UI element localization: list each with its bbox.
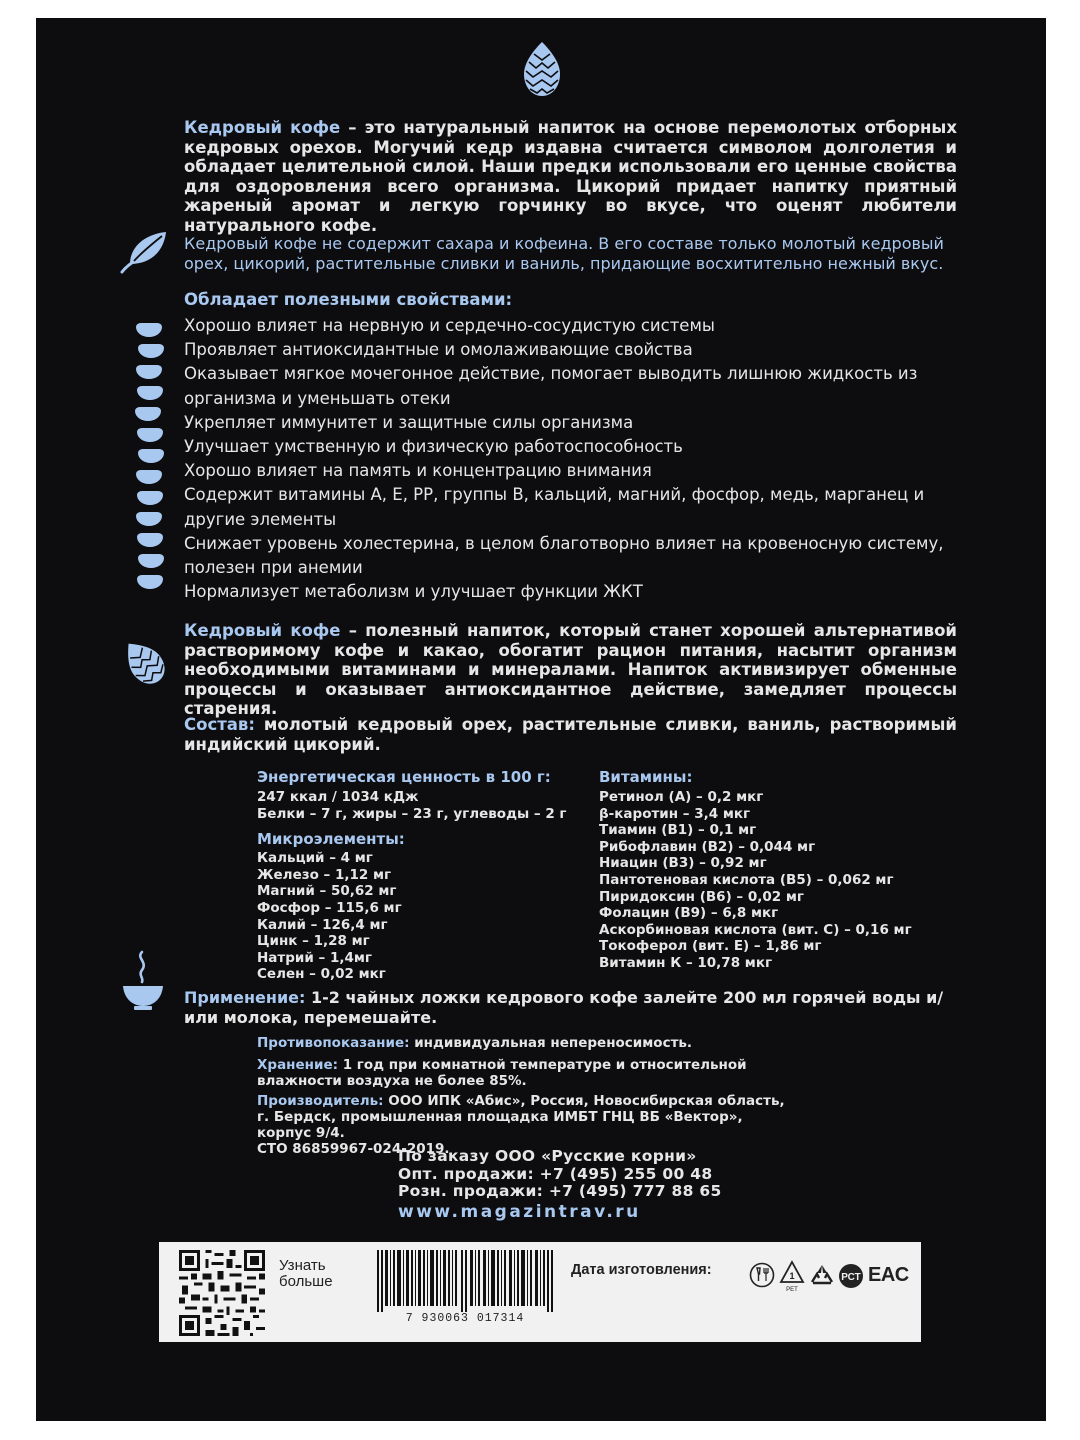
cert-icons — [749, 1260, 909, 1294]
barcode-number: 7 930063 017314 — [405, 1312, 525, 1325]
seed-icon — [138, 449, 164, 463]
seed-icon — [137, 491, 163, 505]
vitamin-item: Ниацин (В3) – 0,92 мг — [599, 855, 767, 872]
cup-icon — [120, 948, 166, 1012]
vitamins-column — [599, 768, 939, 972]
micro-item: Натрий – 1,4мг — [257, 949, 372, 966]
list-item: Оказывает мягкое мочегонное действие, помогает выводить лишнюю жидкость из организма и уменьшать отеки — [184, 364, 918, 408]
usage-label: Применение: — [184, 988, 306, 1007]
list-item: Улучшает умственную и физическую работоспособность — [184, 437, 683, 457]
vitamins-title: Витамины: — [599, 768, 693, 786]
vitamin-item: Тиамин (В1) – 0,1 мг — [599, 822, 757, 839]
list-item: Снижает уровень холестерина, в целом благотворно влияет на кровеносную систему, полезен при анемии — [184, 533, 944, 578]
order-line: По заказу ООО «Русские корни» — [398, 1147, 697, 1165]
barcode-band — [159, 1242, 921, 1342]
intro-lead: Кедровый кофе — [184, 118, 341, 137]
vitamin-item: Токоферол (вит. Е) – 1,86 мг — [599, 938, 822, 955]
vitamin-item: Пантотеновая кислота (В5) – 0,062 мг — [599, 871, 894, 888]
micro-item: Фосфор – 115,6 мг — [257, 899, 402, 916]
list-item: Нормализует метаболизм и улучшает функции ЖКТ — [184, 582, 643, 602]
list-item: Хорошо влияет на нервную и сердечно-сосудистую системы — [184, 316, 715, 335]
leaf-icon — [118, 230, 168, 274]
energy-line: 247 ккал / 1034 кДж — [257, 789, 419, 805]
contraindication — [257, 1035, 857, 1051]
list-item: Хорошо влияет на память и концентрацию внимания — [184, 461, 652, 481]
seed-icon — [138, 344, 164, 358]
producer-standard: СТО 86859967-024-2019. — [257, 1141, 450, 1157]
vitamin-item: Витамин К – 10,78 мкг — [599, 954, 773, 971]
eac-mark: EAC — [868, 1264, 909, 1286]
vitamin-item: Рибофлавин (В2) – 0,044 мг — [599, 838, 816, 855]
list-item: Проявляет антиоксидантные и омолаживающие свойства — [184, 340, 693, 360]
micro-title: Микроэлементы: — [257, 830, 405, 849]
outro-lead: Кедровый кофе — [184, 621, 341, 640]
usage-text: 1-2 чайных ложки кедрового кофе залейте 200 мл горячей воды и/или молока, перемешайте. — [184, 988, 944, 1027]
seed-icon — [137, 575, 163, 589]
seed-icon — [137, 428, 163, 442]
website-link[interactable]: www.magazintrav.ru — [398, 1201, 641, 1222]
seed-icon — [136, 365, 162, 379]
list-item: Укрепляет иммунитет и защитные силы организма — [184, 412, 634, 432]
usage — [184, 988, 964, 1028]
energy-line: Белки – 7 г, жиры – 23 г, углеводы – 2 г — [257, 805, 567, 822]
composition-text: молотый кедровый орех, растительные сливки, ваниль, растворимый индийский цикорий. — [184, 715, 957, 754]
producer-text: ООО ИПК «Абис», Россия, Новосибирская область, г. Бердск, промышленная площадка ИМБТ ГНЦ ВБ «Вектор», корпус 9/4. — [257, 1093, 785, 1141]
manufacture-date-label: Дата изготовления: — [571, 1262, 712, 1278]
micro-item: Калий – 126,4 мг — [257, 916, 388, 933]
nutrition-left — [257, 768, 587, 983]
intro-text: – это натуральный напиток на основе перемолотых отборных кедровых орехов. Могучий кедр издавна считается символом долголетия и обладает целительной силой. Наши предки использовали его ценные свойства для оздоровления всего организма. Цикорий придает напитку приятный жареный аромат и легкую горчинку во вкусе, что оценят любители натурального кофе. — [184, 118, 957, 235]
retail-phone: Розн. продажи: +7 (495) 777 88 65 — [398, 1182, 722, 1200]
qr-code-icon[interactable] — [179, 1250, 265, 1336]
vitamin-item: Фолацин (В9) – 6,8 мкг — [599, 905, 779, 922]
seed-icon — [135, 407, 161, 421]
outro-text: – полезный напиток, который станет хорошей альтернативой растворимому кофе и какао, обогатит рацион питания, насытит организм необходимыми витаминами и минералами. Напиток активизирует обменные процессы и оказывает антиоксидантное действие, замедляет процессы старения. — [184, 621, 957, 719]
micro-item: Железо – 1,12 мг — [257, 866, 392, 883]
micro-item: Магний – 50,62 мг — [257, 883, 397, 900]
recycle-icon — [809, 1262, 835, 1288]
seed-icon — [138, 554, 164, 568]
storage-text: 1 год при комнатной температуре и относительной влажности воздуха не более 85%. — [257, 1057, 747, 1089]
outro-paragraph — [184, 621, 957, 719]
pine-cone-icon — [118, 636, 170, 688]
package-back-panel — [36, 18, 1046, 1421]
vitamin-item: Пиридоксин (В6) – 0,02 мг — [599, 888, 804, 905]
benefits-title: Обладает полезными свойствами: — [184, 290, 513, 309]
vitamin-item: Ретинол (А) – 0,2 мкг — [599, 789, 764, 805]
storage-label: Хранение: — [257, 1057, 339, 1073]
pine-cone-icon — [520, 40, 564, 98]
no-sugar-note: Кедровый кофе не содержит сахара и кофеина. В его составе только молотый кедровый орех, цикорий, растительные сливки и ваниль, придающие восхитительно нежный вкус. — [184, 234, 944, 273]
composition — [184, 715, 957, 754]
glass-fork-icon — [749, 1262, 775, 1288]
qr-caption: Узнать больше — [279, 1257, 333, 1290]
seed-icon — [136, 512, 162, 526]
seed-icon — [137, 386, 163, 400]
vitamin-item: Аскорбиновая кислота (вит. С) – 0,16 мг — [599, 921, 912, 938]
pet-recycle-icon — [779, 1260, 805, 1292]
svg-text:РСТ: РСТ — [841, 1272, 861, 1283]
barcode — [371, 1250, 559, 1316]
contacts — [398, 1148, 722, 1221]
micro-item: Цинк – 1,28 мг — [257, 933, 370, 950]
benefits-list — [184, 314, 964, 604]
producer-label: Производитель: — [257, 1093, 384, 1109]
storage — [257, 1057, 832, 1089]
contra-label: Противопоказание: — [257, 1035, 410, 1051]
seed-icon — [136, 470, 162, 484]
vitamin-item: β-каротин – 3,4 мкг — [599, 805, 751, 822]
intro-paragraph — [184, 118, 957, 236]
list-item: Содержит витамины А, Е, РР, группы В, кальций, магний, фосфор, медь, марганец и другие элементы — [184, 485, 925, 529]
micro-item: Селен – 0,02 мкг — [257, 966, 386, 983]
energy-title: Энергетическая ценность в 100 г: — [257, 768, 551, 786]
seed-icon — [137, 533, 163, 547]
wholesale-phone: Опт. продажи: +7 (495) 255 00 48 — [398, 1164, 713, 1183]
svg-text:1: 1 — [789, 1271, 795, 1281]
rst-cert-icon — [837, 1262, 865, 1290]
seed-icon — [136, 323, 162, 337]
composition-label: Состав: — [184, 715, 255, 734]
micro-item: Кальций – 4 мг — [257, 850, 373, 867]
pet-label: PET — [786, 1287, 798, 1292]
contra-text: индивидуальная непереносимость. — [409, 1035, 693, 1051]
